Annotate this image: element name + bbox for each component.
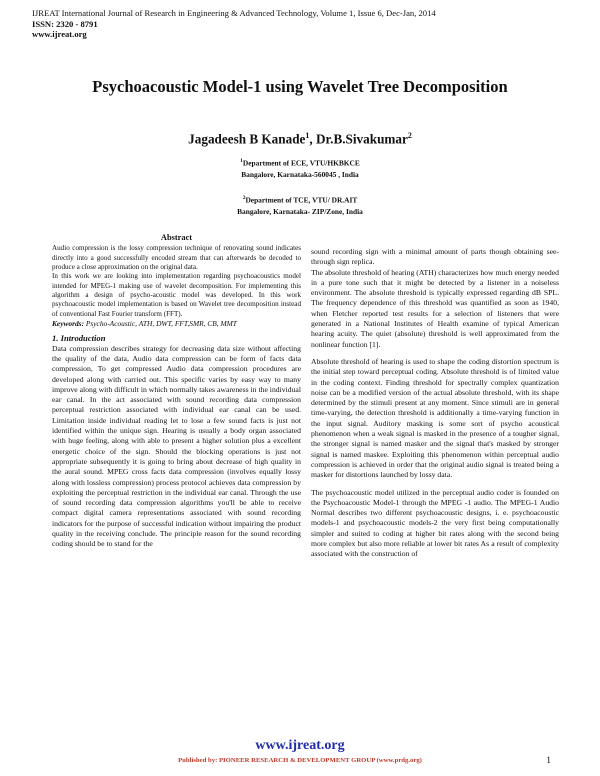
footer-publisher: Published by: PIONEER RESEARCH & DEVELOPMENT GROUP (www.prdg.org)	[178, 757, 422, 764]
keywords-list: Psycho-Acoustic, ATH, DWT, FFT,SMR, CB, MMT	[84, 319, 237, 329]
affiliation-1-mark: 1	[240, 158, 243, 164]
abstract-paragraph: In this work we are looking into implementation regarding psychoacoustics model intended for MPEG-1 making use of wavelet decomposition. For implementing this algorithm a design of psycho-acoustic model was developed. In this work psychoacoustic model implementation is based on Wavelet tree decomposition instead of conventional Fast Fourier transform (FFT).	[52, 272, 301, 318]
affiliation-2	[180, 193, 420, 217]
abstract-heading: Abstract	[160, 233, 193, 242]
keywords	[52, 319, 301, 329]
abstract-body	[52, 244, 301, 319]
affiliation-1-dept: Department of ECE, VTU/HKBKCE	[242, 158, 360, 168]
journal-line: IJREAT International Journal of Research in Engineering & Advanced Technology, Volume 1, Issue 6, Dec-Jan, 2014	[32, 8, 436, 18]
body-paragraph: The psychoacoustic model utilized in the perceptual audio coder is founded on the Psychoacoustic Model-1 through the MPEG -1 audio. The MPEG-1 Audio Normal describes two different psychoacoustic designs, i. e. psychoacoustic models-1 and psychoacoustic models-2 the very first being computationally simpler and suited to coding at higher bit rates along with the second being more complex but also more reliable at lower bit rates As a result of complexity associated with the construction of	[311, 487, 559, 559]
affiliation-1-location: Bangalore, Karnataka-560045 , India	[241, 169, 359, 179]
affiliation-1	[180, 156, 420, 180]
left-column	[52, 233, 301, 550]
affiliation-2-location: Bangalore, Karnataka- ZIP/Zone, India	[237, 206, 363, 216]
affiliation-2-dept: Department of TCE, VTU/ DR.AIT	[245, 195, 358, 205]
keywords-label: Keywords:	[52, 319, 85, 329]
issn-line: ISSN: 2320 - 8791	[32, 18, 98, 29]
author-1: Jagadeesh B Kanade	[188, 131, 306, 147]
author-separator: ,	[309, 131, 316, 147]
abstract-paragraph: Audio compression is the lossy compression technique of renovating sound indicates directly into a good successfully encoded stream that can afterwards be decoded to produce a close approximation on the original data.	[52, 244, 301, 271]
affiliation-2-mark: 2	[242, 195, 246, 201]
footer-url[interactable]: www.ijreat.org	[255, 738, 345, 753]
body-paragraph: sound recording sign with a minimal amount of parts though obtaining see-through sign replica.	[311, 247, 559, 267]
right-column	[311, 247, 559, 560]
page-number: 1	[546, 756, 551, 766]
authors-line	[40, 131, 560, 147]
author-1-mark: 1	[305, 131, 310, 140]
body-paragraph: Absolute threshold of hearing is used to shape the coding distortion spectrum is the initial step toward perceptual coding. Absolute threshold is of limited value in the coding context. Finding threshold for spectrally complex quantization noise can be a modified version of the actual absolute threshold, with its shape determined by the stimuli present at any moment. Since stimuli are in general time-varying, the detection threshold is additionally a time-varying function in the input signal. Auditory masking is some sort of psycho acoustical phenomenon when a weak signal is masked in the presence of a tougher signal, the stronger signal is named masker and the signal that's masked by stronger signal is named maskee. Exploiting this phenomenon within perceptual audio compression is achieved in order that the original audio signal is treated being a masker for distortions launched by lossy data.	[311, 356, 559, 480]
website-line: www.ijreat.org	[32, 29, 87, 40]
body-paragraph: The absolute threshold of hearing (ATH) characterizes how much energy needed in a pure tone such that it might be detected by a listener in a noiseless environment. The absolute threshold is typically expressed regarding dB SPL. The frequency dependence of this threshold was quantified as soon as 1940, when Fletcher reported test results for a selection of listeners that were generated in a National Institutes of Health examine of typical American hearing acuity. The quiet (absolute) threshold is well approximated from the nonlinear function [1].	[311, 267, 559, 349]
introduction-paragraph: Data compression describes strategy for decreasing data size without affecting the quality of the data, Audio data compression can be form of facts data compression, To get compressed Audio data compression procedures are developed along with carried out. This specific varies by easy way to many improve along with difficult in which normally takes awareness in the individual ear canal. In the act associated with sound recording data compression perceptual restriction associated with individual ear canal can be used. Limitation inside individual reading let to lose a few sound facts is just not identified within the unique sign. Hearing is usually a body organ associated with huge feeling, along with able to present a higher solution plus a excellent energetic choice of the sign. Should the blocking operations is just not appropriate subsequently it is going to bring about decrease of high quality in the aural sound. MPEG cross facts data compression (involves equally lossy along with lossless compression) process protocol achieves data compression by exploiting the perceptual restriction in the individual ear canal. Through the use of sound recording data compression algorithms you'll be able to receive compact digital camera representations associated with sound recording indicators for the purpose of successful indication without impairing the product quality in the receiving conclude. The principle reason for the sound recording coding should be to stand for the	[52, 343, 301, 549]
author-2-mark: 2	[407, 131, 412, 140]
author-2: Dr.B.Sivakumar	[316, 131, 408, 147]
paper-title: Psychoacoustic Model-1 using Wavelet Tree Decomposition	[92, 77, 508, 96]
introduction-heading: 1. Introduction	[52, 333, 106, 344]
running-header	[32, 8, 572, 40]
